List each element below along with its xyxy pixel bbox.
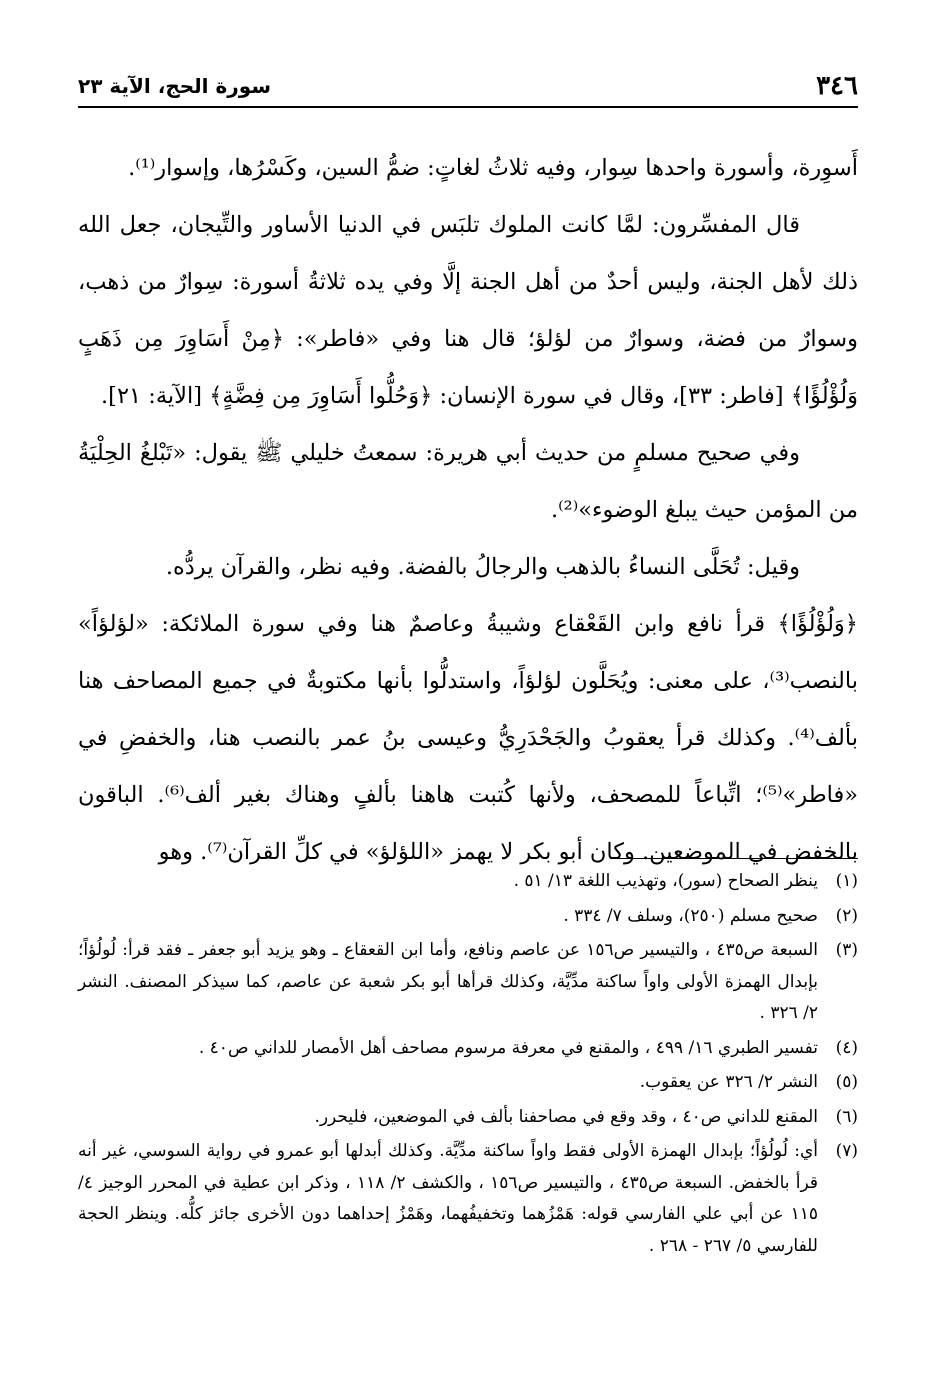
footnote-divider bbox=[610, 858, 858, 859]
footnote-text: صحيح مسلم (٢٥٠)، وسلف ٧/ ٣٣٤ . bbox=[563, 905, 818, 926]
footnote-number: (٥) bbox=[835, 1072, 858, 1092]
footnote-text: تفسير الطبري ١٦/ ٤٩٩ ، والمقنع في معرفة مرسوم مصاحف أهل الأمصار للداني ص٤٠ . bbox=[198, 1037, 818, 1058]
footnotes bbox=[78, 866, 858, 1265]
footnote bbox=[78, 866, 858, 898]
footnote-number: (٤) bbox=[835, 1037, 858, 1058]
footnote-number: (٣) bbox=[835, 940, 858, 960]
footnote-text: النشر ٢/ ٣٢٦ عن يعقوب. bbox=[639, 1072, 818, 1092]
footnote-text: أي: لُولُؤاً؛ بإبدال الهمزة الأولى فقط واواً ساكنة مدِّيَّة. وكذلك أبدلها أبو عمرو في رواية السوسي، غير أنه قرأ بالخفض. السبعة ص٤٣٥ ، والتيسير ص١٥٦ ، والكشف ٢/ ١١٨ ، وذكر ابن عطية في المحرر الوجيز ٤/ ١١٥ عن أبي علي الفارسي قوله: هَمْزُهما وتخفيفُهما، وهَمْزُ إحداهما دون الأخرى جائز كلُّه. وينظر الحجة للفارسي ٥/ ٢٦٧ - ٢٦٨ . bbox=[78, 1141, 818, 1256]
footnote bbox=[78, 935, 858, 1030]
footnote bbox=[78, 1136, 858, 1262]
footnote bbox=[78, 901, 858, 933]
paragraph-5: ﴿وَلُؤْلُؤًا﴾ قرأ نافع وابن القَعْقاع وشيبةُ وعاصمٌ هنا وفي سورة الملائكة: «لؤلؤاً» بالنصب⁽³⁾، على معنى: ويُحَلَّون لؤلؤاً، واستدلُّوا بأنها مكتوبةٌ في جميع المصاحف هنا بألف⁽⁴⁾. وكذلك قرأ يعقوبُ والجَحْدَرِيُّ وعيسى بنُ عمر بالنصب هنا، والخفضِ في «فاطر»⁽⁵⁾؛ اتِّباعاً للمصحف، ولأنها كُتبت هاهنا بألفٍ وهناك بغير ألف⁽⁶⁾. الباقون بالخفض في الموضعين. وكان أبو بكر لا يهمز «اللؤلؤ» في كلِّ القرآن⁽⁷⁾. وهو bbox=[78, 611, 858, 865]
paragraph-3: وفي صحيح مسلمٍ من حديث أبي هريرة: سمعتُ خليلي ﷺ يقول: «تَبْلغُ الحِلْيَةُ من المؤمن حيث يبلغ الوضوء»⁽²⁾. bbox=[78, 440, 858, 523]
running-title: سورة الحج، الآية ٢٣ bbox=[78, 74, 272, 98]
footnote bbox=[78, 1102, 858, 1134]
footnote-number: (١) bbox=[835, 871, 858, 891]
paragraph-2: قال المفسِّرون: لمَّا كانت الملوك تلبَس في الدنيا الأساور والتِّيجان، جعل الله ذلك لأهل الجنة، وليس أحدٌ من أهل الجنة إلَّا وفي يده ثلاثةُ أسورة: سِوارٌ من ذهب، وسوارٌ من فضة، وسوارٌ من لؤلؤ؛ قال هنا وفي «فاطر»: ﴿مِنْ أَسَاوِرَ مِن ذَهَبٍ وَلُؤْلُؤًا﴾ [فاطر: ٣٣]، وقال في سورة الإنسان: ﴿وَحُلُّوا أَسَاوِرَ مِن فِضَّةٍ﴾ [الآية: ٢١]. bbox=[78, 212, 858, 409]
footnote-number: (٢) bbox=[835, 905, 858, 926]
footnote-number: (٧) bbox=[835, 1141, 858, 1161]
footnote bbox=[78, 1033, 858, 1065]
page-header bbox=[78, 66, 858, 108]
paragraph-4: وقيل: تُحَلَّى النساءُ بالذهب والرجالُ بالفضة. وفيه نظر، والقرآن يردُّه. bbox=[165, 554, 800, 580]
footnote-text: المقنع للداني ص٤٠ ، وقد وقع في مصاحفنا بألف في الموضعين، فليحرر. bbox=[314, 1106, 818, 1127]
footnote-text: ينظر الصحاح (سور)، وتهذيب اللغة ١٣/ ٥١ . bbox=[513, 871, 818, 891]
page-number: ٣٤٦ bbox=[816, 71, 858, 101]
paragraph-1: أَسوِرة، وأسورة واحدها سِوار، وفيه ثلاثُ لغاتٍ: ضمُّ السين، وكَسْرُها، وإسوار⁽¹⁾. bbox=[128, 155, 858, 181]
footnote bbox=[78, 1067, 858, 1099]
main-text bbox=[78, 140, 858, 881]
footnote-text: السبعة ص٤٣٥ ، والتيسير ص١٥٦ عن عاصم ونافع، وأما ابن القعقاع ـ وهو يزيد أبو جعفر ـ فقد قرأ: لُولُؤاً؛ بإبدال الهمزة الأولى واواً ساكنة مدِّيَّة، وكذلك قرأها أبو بكر شعبة عن عاصم، كما سيذكر المصنف. النشر ٢/ ٣٢٦ . bbox=[78, 940, 818, 1023]
footnote-number: (٦) bbox=[835, 1106, 858, 1127]
